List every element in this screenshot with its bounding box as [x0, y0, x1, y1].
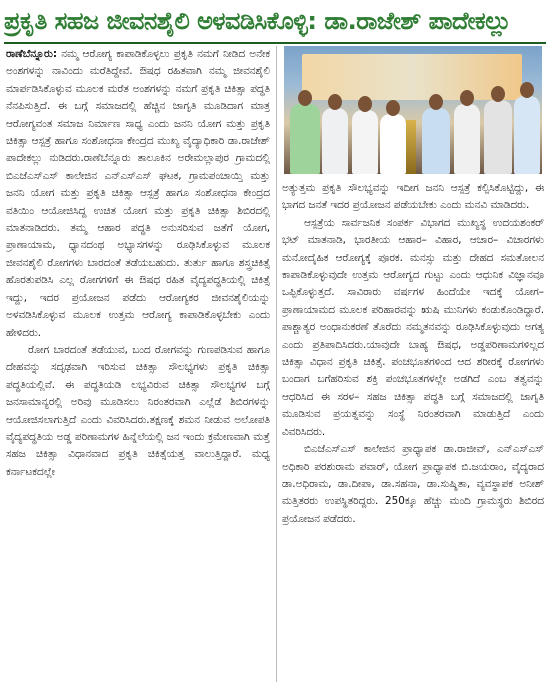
paragraph-1: [6, 46, 270, 342]
paragraph-1-text: ನಮ್ಮ ಆರೋಗ್ಯ ಕಾಪಾಡಿಕೊಳ್ಳಲು ಪ್ರಕೃತಿ ನಮಗೆ ನೀಡಿದ ಅನೇಕ ಅಂಶಗಳನ್ನು ನಾವಿಂದು ಮರೆತಿದ್ದೇವೆ. ಔಷಧ ರಹಿತವಾಗಿ ನಮ್ಮ ಜೀವನಶೈಲಿ ಮಾರ್ಪಡಿಸಿಕೊಳ್ಳುವ ಮೂಲಕ ಮರೆತ ಅಂಶಗಳನ್ನು ನಮಗೆ ಪ್ರಕೃತಿ ಚಿಕಿತ್ಸಾ ಪದ್ಧತಿ ನೆನಪಿಸುತ್ತಿದೆ. ಈ ಬಗ್ಗೆ ಸಮಾಜದಲ್ಲಿ ಹೆಚ್ಚಿನ ಜಾಗೃತಿ ಮೂಡಿದಾಗ ಮಾತ್ರ ಆರೋಗ್ಯವಂತ ಸಮಾಜ ನಿರ್ಮಾಣ ಸಾಧ್ಯ ಎಂದು ಜನನಿ ಯೋಗ ಮತ್ತು ಪ್ರಕೃತಿ ಚಿಕಿತ್ಸಾ ಆಸ್ಪತ್ರೆ ಹಾಗೂ ಸಂಶೋಧನಾ ಕೇಂದ್ರದ ಮುಖ್ಯ ವೈದ್ಯಾಧಿಕಾರಿ ಡಾ.ರಾಜೇಶ್ ಪಾದೇಕಲ್ಲು ನುಡಿದರು.ರಾಣೆಬೆನ್ನೂರು ತಾಲೂಕಿನ ಅರೇಮಲ್ಲಾಪುರ ಗ್ರಾಮದಲ್ಲಿ ಬಿಎಜೆಎಸ್‌ಎಸ್ ಕಾಲೇಜಿನ ಎನ್‌ಎಸ್‌ಎಸ್ ಘಟಕ, ಗ್ರಾಮಪಂಚಾಯ್ತಿ ಮತ್ತು ಜನನಿ ಯೋಗ ಮತ್ತು ಪ್ರಕೃತಿ ಚಿಕಿತ್ಸಾ ಆಸ್ಪತ್ರೆ ಹಾಗೂ ಸಂಶೋಧನಾ ಕೇಂದ್ರದ ವತಿಯಿಂ ಆಯೋಜಿಸಿದ್ದ ಉಚಿತ ಯೋಗ ಮತ್ತು ಪ್ರಕೃತಿ ಚಿಕಿತ್ಸಾ ಶಿಬಿರದಲ್ಲಿ ಮಾತನಾಡಿದರು. ತಮ್ಮ ಆಹಾರ ಪದ್ಧತಿ ಅನುಸರಿಸುವ ಜತೆಗೆ ಯೋಗ, ಪ್ರಾಣಾಯಾಮ, ಧ್ಯಾನದಂಥ ಅಭ್ಯಾಸಗಳನ್ನು ರೂಢಿಸಿಕೊಳ್ಳುವ ಮೂಲಕ ಜೀವನಶೈಲಿ ರೋಗಗಳು ಬಾರದಂತೆ ತಡೆಯಬಹುದು. ತುರ್ತು ಹಾಗೂ ಶಸ್ತ್ರಚಿಕಿತ್ಸೆ ಹೊರತುಪಡಿಸಿ ಎಲ್ಲ ರೋಗಗಳಿಗೆ ಈ ಔಷಧ ರಹಿತ ವೈದ್ಯಪದ್ಧತಿಯಲ್ಲಿ ಚಿಕಿತ್ಸೆ ಇದ್ದು, ಇದರ ಪ್ರಯೋಜನ ಪಡೆದು ಆರೋಗ್ಯಕರ ಜೀವನಶೈಲಿಯನ್ನು ಅಳವಡಿಸಿಕೊಳ್ಳುವ ಮೂಲಕ ಉತ್ತಮ ಆರೋಗ್ಯ ಕಾಪಾಡಿಕೊಳ್ಳಬೇಕು ಎಂದು ಹೇಳಿದರು.: [6, 48, 270, 339]
person-head: [358, 96, 372, 112]
left-column: [6, 46, 270, 682]
person-head: [386, 100, 400, 116]
person-figure: [352, 110, 378, 174]
person-head: [429, 94, 443, 110]
paragraph-3: ಅತ್ಯುತ್ತಮ ಪ್ರಕೃತಿ ಸೌಲಭ್ಯವನ್ನು ಇದೀಗ ಜನನಿ ಆಸ್ಪತ್ರೆ ಕಲ್ಪಿಸಿಕೊಟ್ಟಿದ್ದು, ಈ ಭಾಗದ ಜನತೆ ಇದರ ಪ್ರಯೋಜನ ಪಡೆಯಬೇಕು ಎಂದು ಮನವಿ ಮಾಡಿದರು.: [282, 182, 544, 212]
person-head: [491, 86, 505, 102]
person-figure: [380, 114, 406, 174]
event-photo: [284, 46, 542, 174]
person-head: [460, 90, 474, 106]
dateline: ರಾಣೆಬೆನ್ನೂರು:: [6, 48, 58, 60]
person-figure: [422, 108, 450, 174]
right-column: [282, 180, 544, 682]
person-head: [520, 82, 534, 98]
person-figure: [484, 100, 512, 174]
paragraph-5: ಬಿಎಜೆಎಸ್‌ಎಸ್ ಕಾಲೇಜಿನ ಪ್ರಾಧ್ಯಾಪಕ ಡಾ.ರಾಜೀವ್, ಎನ್‌ಎಸ್‌ಎಸ್ ಅಧಿಕಾರಿ ಪರಶುರಾಮ ಪವಾರ್, ಯೋಗ ಪ್ರಾಧ್ಯಾಪಕ ಬಿ.ಜಯರಾಂ, ವೈದ್ಯರಾದ ಡಾ.ಅಧಿರಾಮ, ಡಾ.ದೀಪಾ, ಡಾ.ಸಹನಾ, ಡಾ.ಸುಷ್ಮಿತಾ, ವ್ಯವಸ್ಥಾಪಕ ಅನೀಶ್ ಮತ್ತಿತರರು ಉಪಸ್ಥಿತರಿದ್ದರು. 250ಕ್ಕೂ ಹೆಚ್ಚು ಮಂದಿ ಗ್ರಾಮಸ್ಥರು ಶಿಬಿರದ ಪ್ರಯೋಜನ ಪಡೆದರು.: [282, 443, 544, 525]
person-figure: [290, 104, 320, 174]
person-figure: [322, 108, 348, 174]
headline: ಪ್ರಕೃತಿ ಸಹಜ ಜೀವನಶೈಲಿ ಅಳವಡಿಸಿಕೊಳ್ಳಿ: ಡಾ.ರಾಜೇಶ್ ಪಾದೇಕಲ್ಲು: [4, 7, 511, 35]
column-divider: [276, 46, 277, 682]
headline-rule: [4, 42, 546, 44]
paragraph-4: ಆಸ್ಪತ್ರೆಯ ಸಾರ್ವಜನಿಕ ಸಂಪರ್ಕ ವಿಭಾಗದ ಮುಖ್ಯಸ್ಥ ಉದಯಶಂಕರ್ ಭಟ್ ಮಾತನಾಡಿ, ಭಾರತೀಯ ಆಹಾರ– ವಿಹಾರ, ಆಚಾರ– ವಿಚಾರಗಳು ಮನೋದೈಹಿಕ ಆರೋಗ್ಯಕ್ಕೆ ಪೂರಕ. ಮನಸ್ಸು ಮತ್ತು ದೇಹದ ಸಮತೋಲನ ಕಾಪಾಡಿಕೊಳ್ಳುವುದೇ ಉತ್ತಮ ಆರೋಗ್ಯದ ಗುಟ್ಟು ಎಂದು ಆಧುನಿಕ ವಿಜ್ಞಾನವೂ ಒಪ್ಪಿಕೊಳ್ಳುತ್ತದೆ. ಸಾವಿರಾರು ವರ್ಷಗಳ ಹಿಂದೆಯೇ ಇದಕ್ಕೆ ಯೋಗ– ಪ್ರಾಣಾಯಾಮದ ಮೂಲಕ ಪರಿಹಾರವನ್ನು ಋಷಿ ಮುನಿಗಳು ಕಂಡುಕೊಂಡಿದ್ದಾರೆ. ಪಾಶ್ಚಾತ್ಯರ ಅಂಧಾನುಕರಣೆ ತೊರೆದು ನಮ್ಮತನವನ್ನು ರೂಢಿಸಿಕೊಳ್ಳುವುದು ಅಗತ್ಯ ಎಂದು ಪ್ರತಿಪಾದಿಸಿದರು.ಯಾವುದೇ ಬಾಹ್ಯ ಔಷಧ, ಅಡ್ಡಪರಿಣಾಮಗಳಿಲ್ಲದ ಚಿಕಿತ್ಸಾ ವಿಧಾನ ಪ್ರಕೃತಿ ಚಿಕಿತ್ಸೆ. ಪಂಚಭೂತಗಳಿಂದ ಆದ ಶರೀರಕ್ಕೆ ರೋಗಗಳು ಬಂದಾಗ ಬಗೆಹರಿಸುವ ಶಕ್ತಿ ಪಂಚಭೂತಗಳಲ್ಲೇ ಅಡಗಿದೆ ಎಂಬ ತತ್ವವನ್ನು ಆಧರಿಸಿದ ಈ ಸರಳ– ಸಹಜ ಚಿಕಿತ್ಸಾ ಪದ್ಧತಿ ಬಗ್ಗೆ ಸಮಾಜದಲ್ಲಿ ಜಾಗೃತಿ ಮೂಡಿಸುವ ಪ್ರಯತ್ನವನ್ನು ಸಂಸ್ಥೆ ನಿರಂತರವಾಗಿ ಮಾಡುತ್ತಿದೆ ಎಂದು ವಿವರಿಸಿದರು.: [282, 216, 544, 438]
person-figure: [454, 104, 480, 174]
person-figure: [514, 96, 540, 174]
person-head: [298, 90, 312, 106]
paragraph-2: ರೋಗ ಬಾರದಂತೆ ತಡೆಯುವ, ಬಂದ ರೋಗವನ್ನು ಗುಣಪಡಿಸುವ ಹಾಗೂ ದೇಹವನ್ನು ಸದೃಢವಾಗಿ ಇರಿಸುವ ಚಿಕಿತ್ಸಾ ಸೌಲಭ್ಯಗಳು ಪ್ರಕೃತಿ ಚಿಕಿತ್ಸಾ ಪದ್ಧತಿಯಲ್ಲಿವೆ. ಈ ಪದ್ಧತಿಯಡಿ ಲಭ್ಯವಿರುವ ಚಿಕಿತ್ಸಾ ಸೌಲಭ್ಯಗಳ ಬಗ್ಗೆ ಜನಸಾಮಾನ್ಯರಲ್ಲಿ ಅರಿವು ಮೂಡಿಸಲು ನಿರಂತರವಾಗಿ ಎಲ್ಲೆಡೆ ಶಿಬಿರಗಳನ್ನು ಆಯೋಜಿಸಲಾಗುತ್ತಿದೆ ಎಂದು ವಿವರಿಸಿದರು.ತಕ್ಷಣಕ್ಕೆ ಶಮನ ನೀಡುವ ಅಲೋಪತಿ ವೈದ್ಯಪದ್ಧತಿಯ ಅಡ್ಡ ಪರಿಣಾಮಗಳ ಹಿನ್ನೆಲೆಯಲ್ಲಿ ಜನ ಇಂದು ಕ್ರಮೇಣವಾಗಿ ಮತ್ತೆ ಸಹಜ ಚಿಕಿತ್ಸಾ ವಿಧಾನವಾದ ಪ್ರಕೃತಿ ಚಿಕಿತ್ಸೆಯತ್ತ ವಾಲುತ್ತಿದ್ದಾರೆ. ಮಧ್ಯ ಕರ್ನಾಟಕದಲ್ಲೇ: [6, 343, 270, 478]
person-head: [328, 94, 342, 110]
